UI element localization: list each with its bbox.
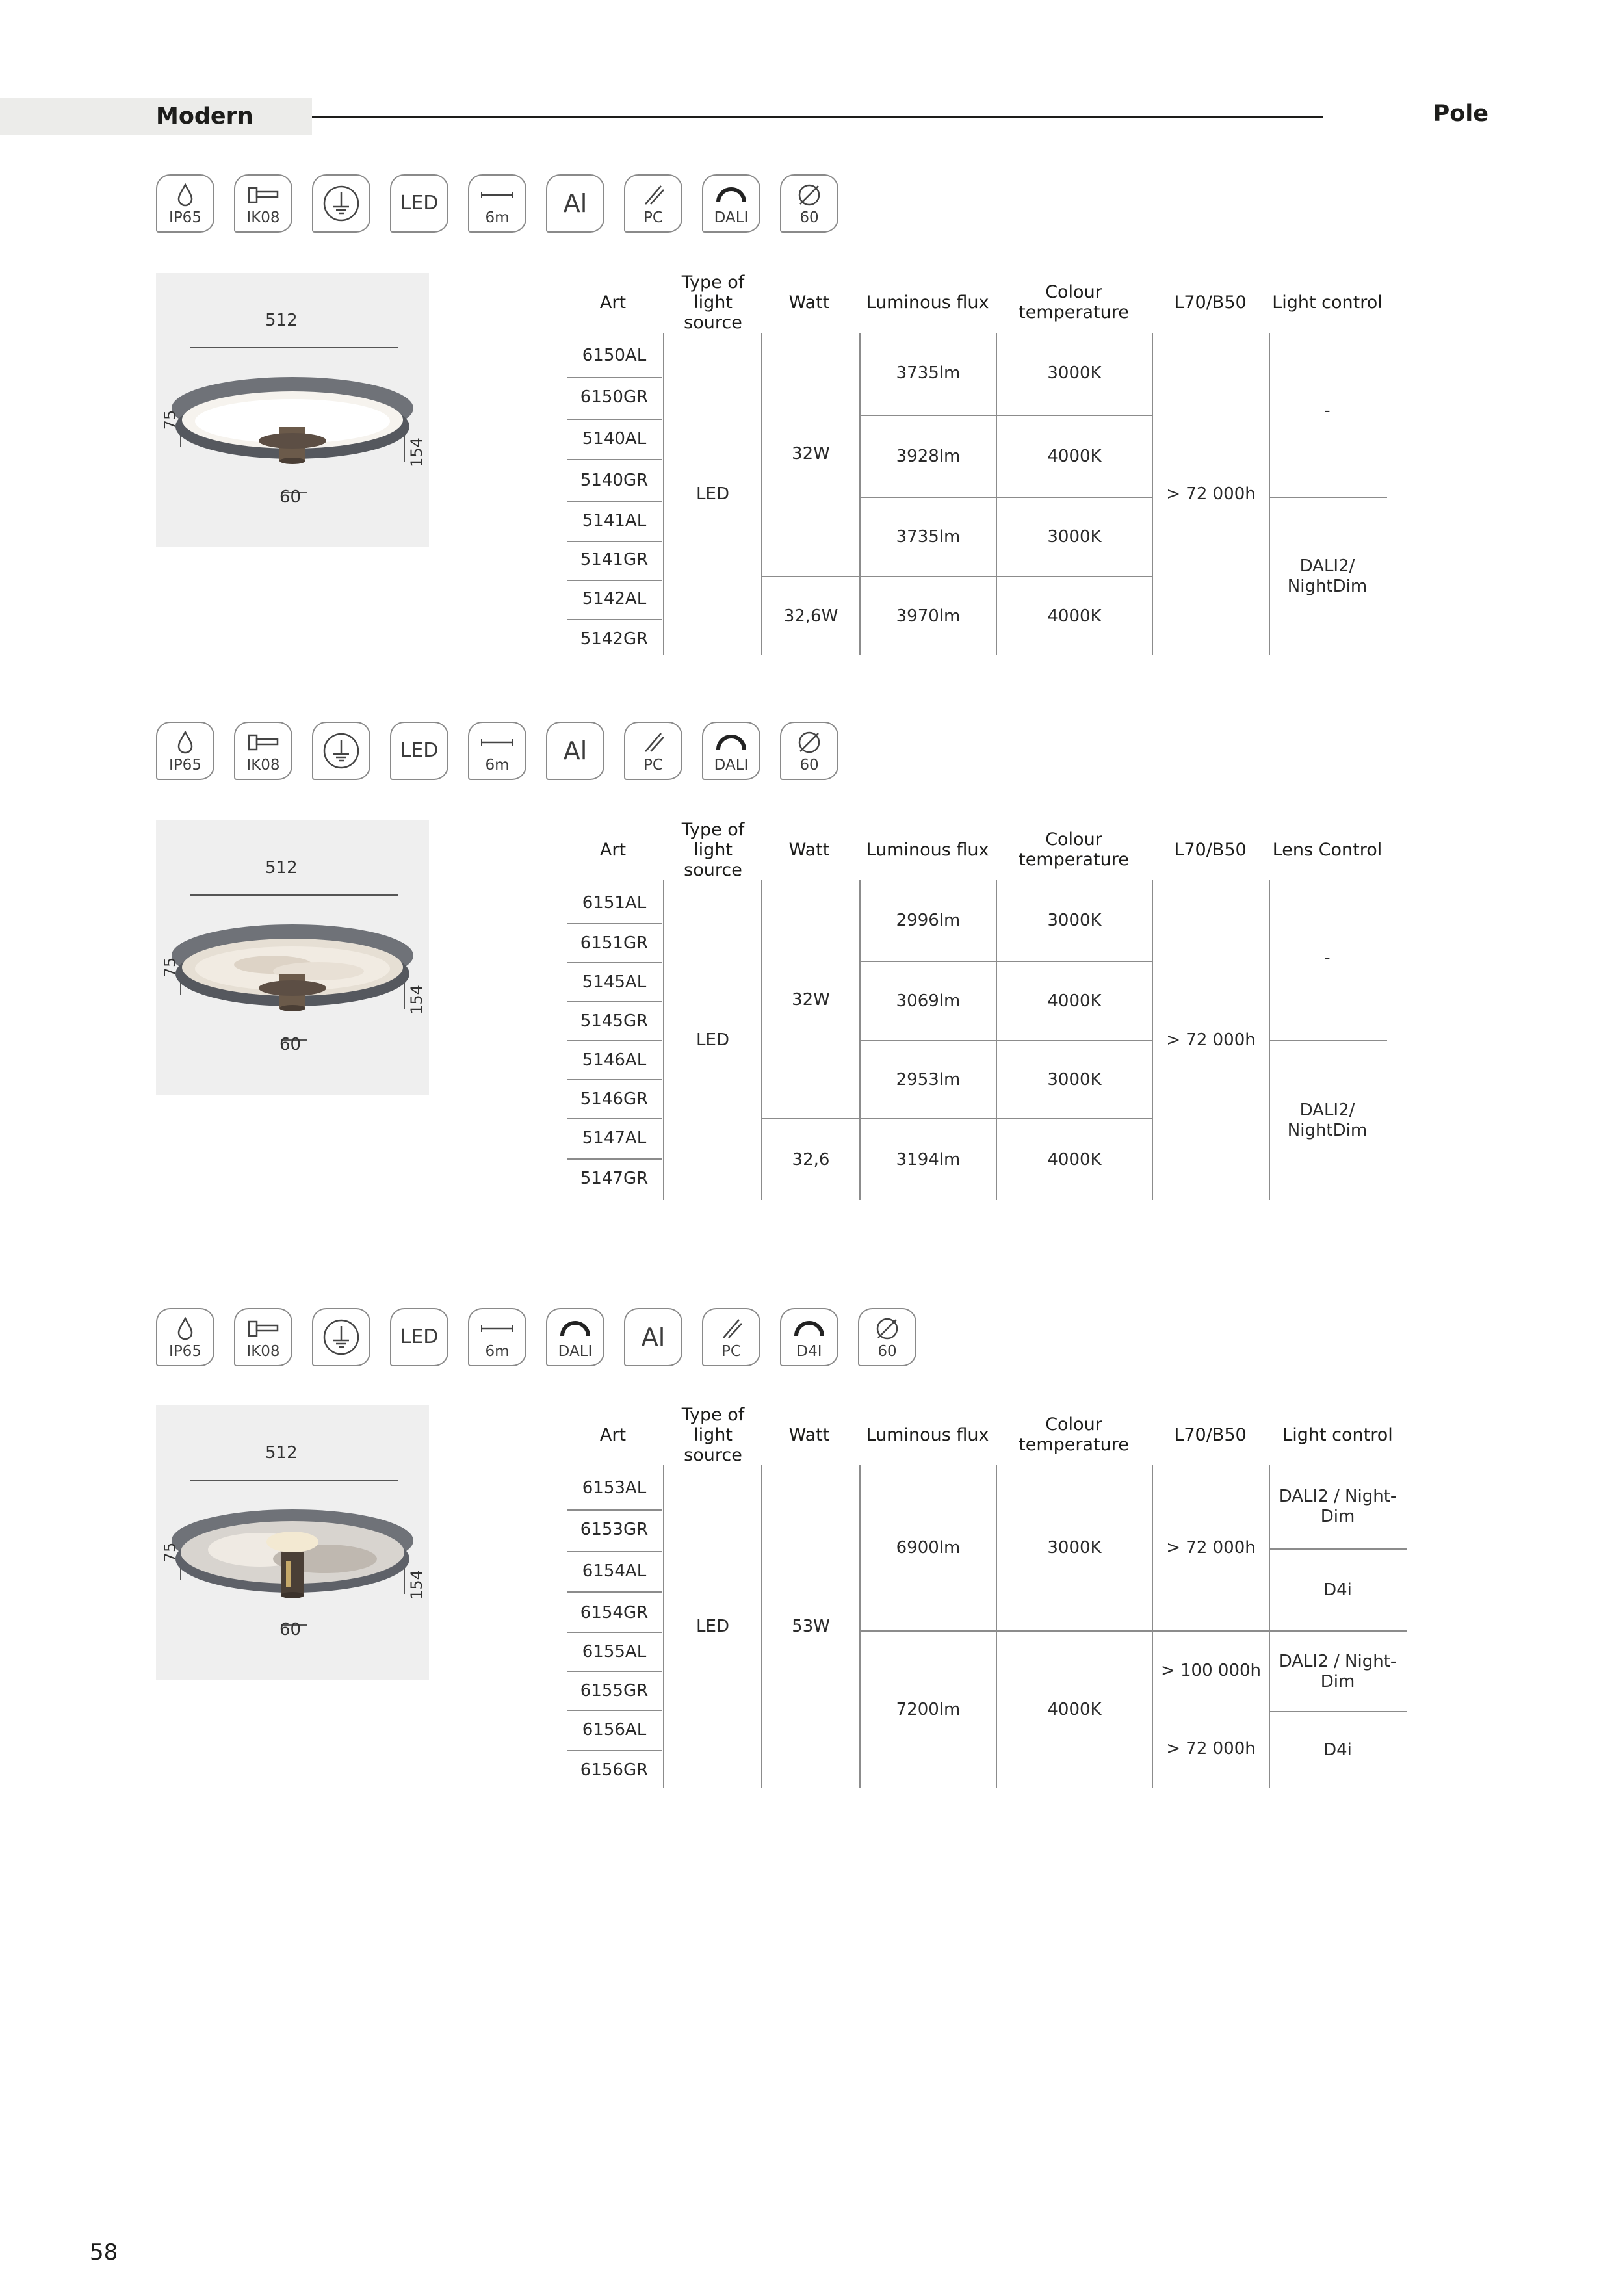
hammer-icon: IK08 — [234, 174, 292, 233]
temp-cell: 3000K — [1047, 1537, 1102, 1558]
dali-icon: DALI — [702, 722, 760, 780]
earth-icon — [312, 174, 370, 233]
header-control: Light control — [1272, 292, 1383, 313]
control-cell: DALI2 / Night-Dim — [1279, 1487, 1397, 1526]
flux-cell: 3970lm — [896, 606, 961, 626]
art-cell: 6151AL — [582, 893, 647, 913]
art-cell: 6155AL — [582, 1641, 647, 1662]
pc-icon: PC — [624, 174, 682, 233]
art-cell: 5140AL — [582, 428, 647, 449]
product-title: Pole — [1433, 101, 1488, 127]
control-cell: D4i — [1323, 1740, 1352, 1760]
header-control: Lens Control — [1272, 839, 1383, 860]
art-cell: 5147GR — [580, 1168, 649, 1188]
source-cell: LED — [696, 1616, 729, 1636]
base-dimension: 60 — [279, 488, 302, 507]
height-dimension: 75 — [161, 1542, 179, 1563]
drop-icon: IP65 — [156, 1308, 214, 1366]
temp-cell: 3000K — [1047, 363, 1102, 383]
watt-cell: 32,6 — [792, 1149, 830, 1169]
cable-icon: 6m — [468, 1308, 526, 1366]
width-dimension: 512 — [265, 858, 298, 878]
art-cell: 5140GR — [580, 470, 649, 490]
total-height-dimension: 154 — [407, 985, 426, 1015]
height-dimension: 75 — [161, 957, 179, 978]
art-cell: 5142AL — [582, 588, 647, 608]
header-source: Type of light source — [681, 819, 745, 880]
pc-icon: PC — [702, 1308, 760, 1366]
art-cell: 6153AL — [582, 1478, 647, 1498]
section-title: Modern — [156, 103, 253, 129]
watt-cell: 53W — [792, 1616, 830, 1636]
flux-cell: 3069lm — [896, 991, 961, 1011]
control-cell: DALI2/ NightDim — [1287, 1101, 1368, 1140]
d4i-icon: D4I — [780, 1308, 838, 1366]
drop-icon: IP65 — [156, 722, 214, 780]
art-cell: 5146GR — [580, 1089, 649, 1109]
flux-cell: 2953lm — [896, 1069, 961, 1089]
width-dimension: 512 — [265, 311, 298, 330]
aluminium-icon: Al — [546, 174, 604, 233]
led-icon: LED — [390, 174, 448, 233]
header-watt: Watt — [788, 839, 830, 860]
art-cell: 5146AL — [582, 1050, 647, 1070]
header-flux: Luminous flux — [866, 292, 989, 313]
art-cell: 6156AL — [582, 1719, 647, 1740]
control-cell: - — [1324, 948, 1331, 968]
total-height-dimension: 154 — [407, 437, 426, 467]
lifetime-cell: > 72 000h — [1166, 484, 1256, 504]
diameter-icon: 60 — [858, 1308, 916, 1366]
pc-icon: PC — [624, 722, 682, 780]
flux-cell: 7200lm — [896, 1699, 961, 1719]
header-art: Art — [599, 292, 627, 313]
art-cell: 5141GR — [580, 549, 649, 569]
temp-cell: 4000K — [1047, 1699, 1102, 1719]
source-cell: LED — [696, 1030, 729, 1050]
base-dimension: 60 — [279, 1035, 302, 1054]
control-cell: - — [1324, 400, 1331, 421]
art-cell: 5141AL — [582, 510, 647, 530]
product-photo-3 — [156, 1405, 429, 1680]
art-cell: 6153GR — [580, 1519, 649, 1539]
header-temperature: Colour temperature — [1019, 829, 1129, 870]
total-height-dimension: 154 — [407, 1570, 426, 1600]
header-control: Light control — [1282, 1424, 1393, 1445]
header-art: Art — [599, 839, 627, 860]
temp-cell: 3000K — [1047, 527, 1102, 547]
hammer-icon: IK08 — [234, 1308, 292, 1366]
control-cell: DALI2/ NightDim — [1287, 556, 1368, 596]
temp-cell: 3000K — [1047, 1069, 1102, 1089]
source-cell: LED — [696, 484, 729, 504]
aluminium-icon: Al — [546, 722, 604, 780]
flux-cell: 2996lm — [896, 910, 961, 930]
control-cell: D4i — [1323, 1580, 1352, 1600]
led-icon: LED — [390, 1308, 448, 1366]
watt-cell: 32,6W — [783, 606, 838, 626]
header-lifetime: L70/B50 — [1174, 292, 1247, 313]
page-number: 58 — [90, 2239, 118, 2265]
header-art: Art — [599, 1424, 627, 1445]
header-watt: Watt — [788, 1424, 830, 1445]
product-photo-2 — [156, 820, 429, 1095]
lifetime-cell: > 72 000h — [1166, 1738, 1256, 1758]
art-cell: 6150AL — [582, 345, 647, 365]
header-flux: Luminous flux — [866, 1424, 989, 1445]
header-rule — [312, 116, 1323, 118]
art-cell: 5147AL — [582, 1128, 647, 1148]
flux-cell: 6900lm — [896, 1537, 961, 1558]
header-flux: Luminous flux — [866, 839, 989, 860]
lifetime-cell: > 100 000h — [1160, 1660, 1262, 1680]
diameter-icon: 60 — [780, 722, 838, 780]
header-source: Type of light source — [681, 272, 745, 333]
earth-icon — [312, 1308, 370, 1366]
temp-cell: 4000K — [1047, 446, 1102, 466]
lifetime-cell: > 72 000h — [1166, 1030, 1256, 1050]
diameter-icon: 60 — [780, 174, 838, 233]
temp-cell: 4000K — [1047, 606, 1102, 626]
drop-icon: IP65 — [156, 174, 214, 233]
temp-cell: 3000K — [1047, 910, 1102, 930]
art-cell: 5145GR — [580, 1011, 649, 1031]
art-cell: 6150GR — [580, 387, 649, 407]
header-lifetime: L70/B50 — [1174, 1424, 1247, 1445]
product-photo-1 — [156, 273, 429, 547]
earth-icon — [312, 722, 370, 780]
control-cell: DALI2 / Night-Dim — [1279, 1652, 1397, 1691]
aluminium-icon: Al — [624, 1308, 682, 1366]
temp-cell: 4000K — [1047, 991, 1102, 1011]
header-temperature: Colour temperature — [1019, 282, 1129, 322]
base-dimension: 60 — [279, 1620, 302, 1639]
height-dimension: 75 — [161, 410, 179, 430]
header-temperature: Colour temperature — [1019, 1415, 1129, 1455]
flux-cell: 3735lm — [896, 363, 961, 383]
header-watt: Watt — [788, 292, 830, 313]
dali-icon: DALI — [546, 1308, 604, 1366]
art-cell: 6154AL — [582, 1561, 647, 1581]
dali-icon: DALI — [702, 174, 760, 233]
flux-cell: 3194lm — [896, 1149, 961, 1169]
art-cell: 6156GR — [580, 1760, 649, 1780]
watt-cell: 32W — [792, 989, 830, 1010]
temp-cell: 4000K — [1047, 1149, 1102, 1169]
led-icon: LED — [390, 722, 448, 780]
hammer-icon: IK08 — [234, 722, 292, 780]
width-dimension: 512 — [265, 1443, 298, 1463]
header-lifetime: L70/B50 — [1174, 839, 1247, 860]
cable-icon: 6m — [468, 174, 526, 233]
watt-cell: 32W — [792, 443, 830, 463]
lifetime-cell: > 72 000h — [1166, 1537, 1256, 1558]
flux-cell: 3928lm — [896, 446, 961, 466]
art-cell: 6154GR — [580, 1602, 649, 1623]
flux-cell: 3735lm — [896, 527, 961, 547]
header-source: Type of light source — [681, 1404, 745, 1465]
art-cell: 6155GR — [580, 1680, 649, 1701]
art-cell: 6151GR — [580, 933, 649, 953]
art-cell: 5145AL — [582, 972, 647, 992]
cable-icon: 6m — [468, 722, 526, 780]
art-cell: 5142GR — [580, 629, 649, 649]
